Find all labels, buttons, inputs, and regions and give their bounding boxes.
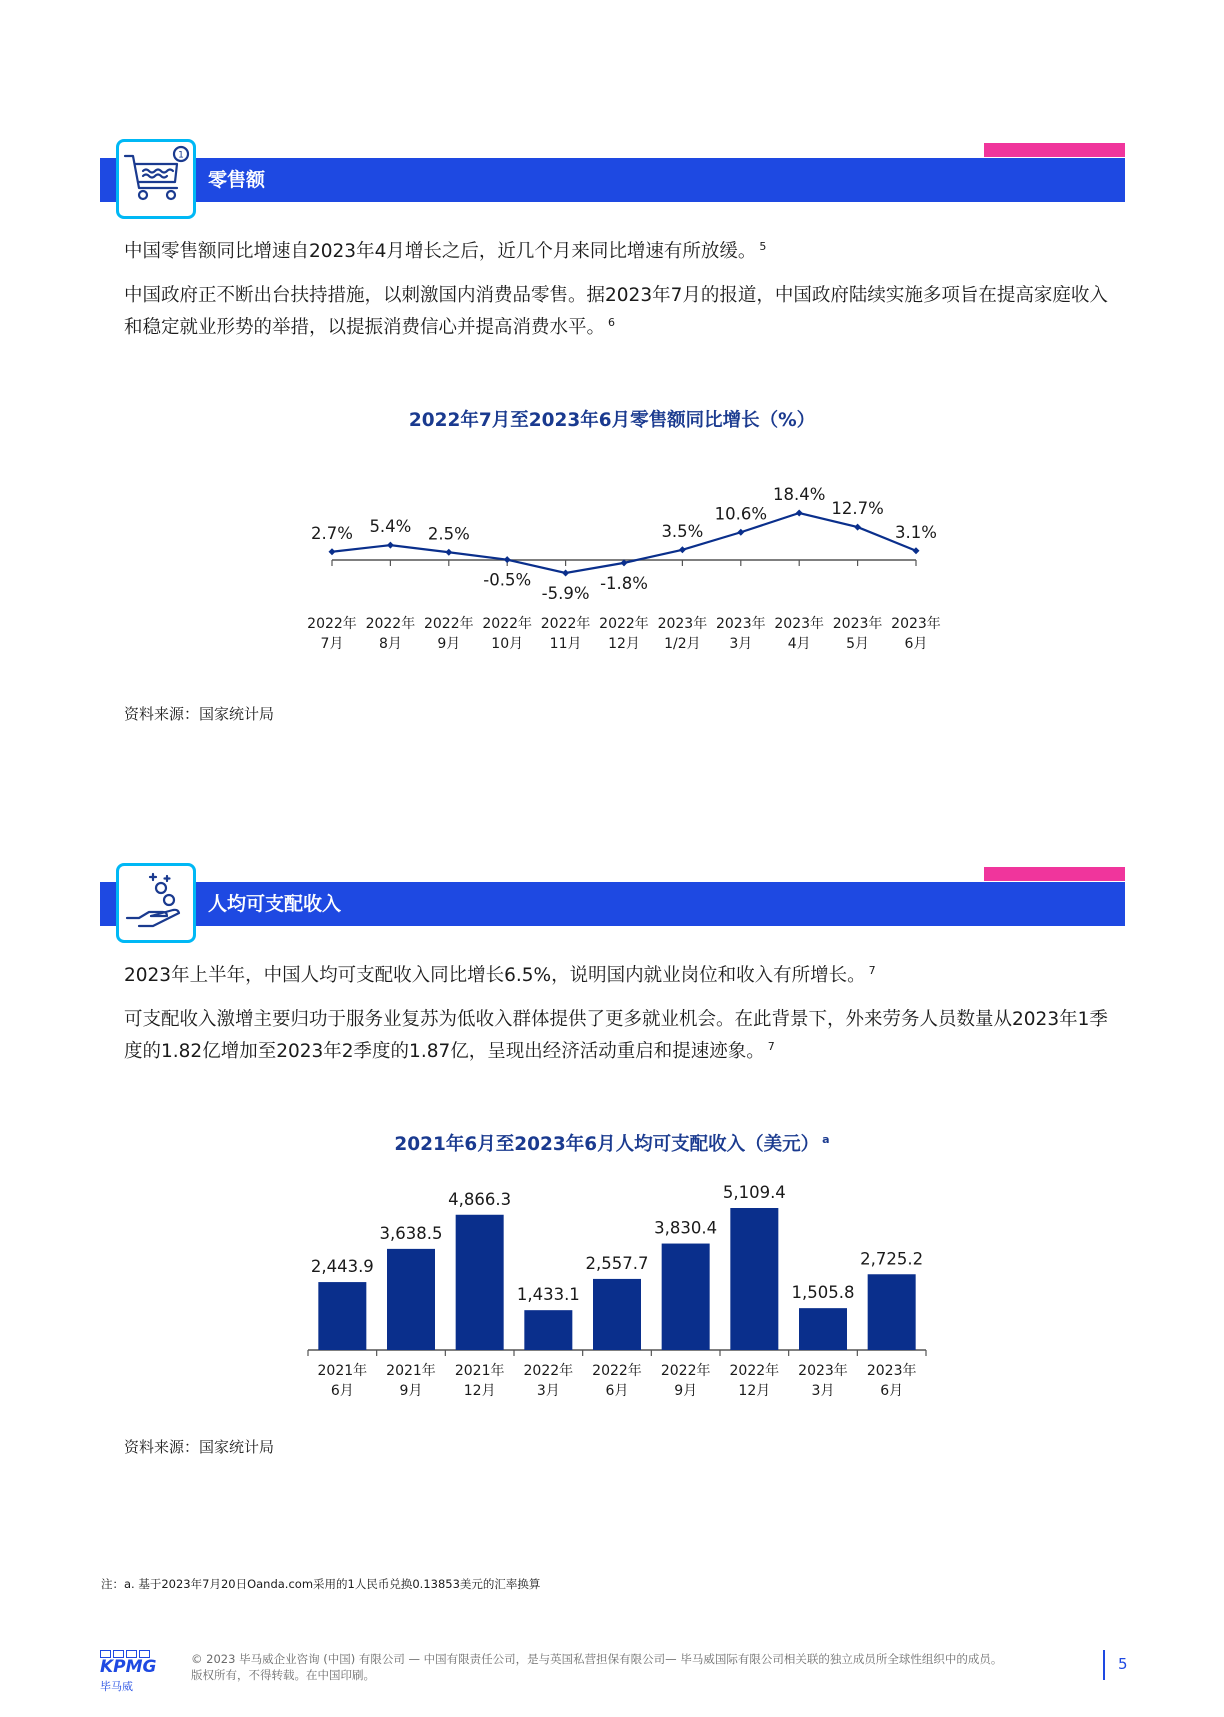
category-label-year: 2022年 (523, 1363, 574, 1379)
section2-paragraph-2: 可支配收入激增主要归功于服务业复苏为低收入群体提供了更多就业机会。在此背景下，外来劳务人员数量从2023年1季度的1.82亿增加至2023年2季度的1.87亿，呈现出经济活动重启和提速迹象。 $^7$ (124, 1009, 1108, 1062)
data-point (562, 570, 569, 577)
category-label-year: 2023年 (798, 1363, 848, 1379)
category-label-year: 2022年 (365, 616, 416, 632)
footnote: 注：a. 基于2023年7月20日Oanda.com采用的1人民币兑换0.13853美元的汇率换算 (101, 1577, 541, 1591)
section1-accent-bar (984, 143, 1125, 157)
svg-text:1: 1 (178, 150, 184, 161)
data-label: 2.5% (427, 524, 470, 544)
footer-line-2: 版权所有，不得转载。在中国印刷。 (191, 1668, 375, 1682)
category-label-month: 9月 (437, 636, 461, 652)
category-label-year: 2023年 (657, 616, 708, 632)
category-label-year: 2023年 (832, 616, 883, 632)
category-label-year: 2023年 (866, 1363, 917, 1379)
section2-title: 人均可支配收入 (208, 893, 342, 915)
disposable-income-bar-chart (0, 1170, 1224, 1410)
category-label-month: 6月 (605, 1383, 629, 1399)
shopping-cart-icon (119, 142, 193, 216)
kpmg-logo-text: KPMG (100, 1657, 157, 1677)
data-label: 2,725.2 (860, 1249, 924, 1269)
category-label-month: 7月 (320, 636, 344, 652)
data-label: 18.4% (772, 485, 826, 504)
data-point (504, 556, 511, 563)
section1-source: 资料来源：国家统计局 (124, 705, 275, 723)
bar (799, 1308, 847, 1350)
category-label-year: 2022年 (660, 1363, 711, 1379)
data-label: 3,638.5 (379, 1223, 443, 1243)
category-label-month: 3月 (811, 1383, 835, 1399)
section2-header (100, 882, 1125, 926)
bar (730, 1208, 778, 1350)
data-label: 1,505.8 (791, 1283, 855, 1303)
category-label-month: 3月 (536, 1383, 560, 1399)
section1-paragraph-2: 中国政府正不断出台扶持措施，以刺激国内消费品零售。据2023年7月的报道，中国政府陆续实施多项旨在提高家庭收入和稳定就业形势的举措，以提振消费信心并提高消费水平。 $^6$ (124, 285, 1108, 338)
category-label-month: 10月 (491, 636, 524, 652)
bar (662, 1244, 710, 1350)
section2-accent-bar (984, 867, 1125, 881)
data-point (854, 524, 861, 531)
category-label-year: 2023年 (774, 616, 825, 632)
data-label: 10.6% (714, 504, 768, 524)
category-label-year: 2023年 (891, 616, 941, 632)
data-label: 2,443.9 (310, 1257, 374, 1277)
bar (593, 1279, 641, 1350)
kpmg-logo (100, 1650, 157, 1694)
category-label-month: 9月 (674, 1383, 698, 1399)
page-number: 5 (1118, 1655, 1128, 1673)
section2-icon-box (116, 863, 196, 943)
category-label-year: 2022年 (592, 1363, 642, 1379)
retail-sales-line-chart (0, 460, 1224, 670)
category-label-year: 2022年 (307, 616, 357, 632)
data-point (913, 547, 920, 554)
category-label-year: 2022年 (423, 616, 474, 632)
section1-title: 零售额 (208, 169, 266, 191)
chart1-title: 2022年7月至2023年6月零售额同比增长（%） (408, 410, 816, 431)
data-label: -0.5% (483, 570, 532, 590)
category-label-year: 2022年 (540, 616, 591, 632)
chart2-title: 2021年6月至2023年6月人均可支配收入（美元） $^a$ (394, 1132, 830, 1155)
category-label-month: 12月 (463, 1383, 496, 1399)
category-label-year: 2021年 (317, 1363, 368, 1379)
category-label-year: 2022年 (482, 616, 533, 632)
footer-copyright (191, 1651, 1002, 1683)
category-label-month: 3月 (729, 636, 753, 652)
data-label: 3,830.4 (654, 1218, 718, 1238)
bar (318, 1282, 366, 1350)
section1-icon-box (116, 139, 196, 219)
bar (456, 1215, 504, 1350)
bar (387, 1249, 435, 1350)
data-point (329, 548, 336, 555)
data-label: -1.8% (600, 573, 648, 593)
data-label: 4,866.3 (448, 1189, 512, 1209)
data-label: 2,557.7 (585, 1253, 649, 1273)
data-point (679, 546, 686, 553)
data-label: 1,433.1 (516, 1285, 580, 1305)
bar (868, 1274, 916, 1350)
bar (524, 1310, 572, 1350)
hand-coins-icon (119, 866, 193, 940)
category-label-month: 1/2月 (664, 636, 701, 652)
data-label: 2.7% (311, 523, 353, 543)
section1-paragraph-1: 中国零售额同比增速自2023年4月增长之后，近几个月来同比增速有所放缓。 $^5$ (124, 239, 767, 262)
category-label-year: 2022年 (729, 1363, 780, 1379)
category-label-year: 2021年 (454, 1363, 505, 1379)
category-label-month: 12月 (608, 636, 640, 652)
section1-header (100, 158, 1125, 202)
data-point (387, 542, 394, 549)
footer-separator (1103, 1650, 1105, 1680)
data-label: 5,109.4 (722, 1183, 786, 1202)
data-point (445, 549, 452, 556)
category-label-year: 2021年 (386, 1363, 436, 1379)
category-label-month: 4月 (787, 636, 811, 652)
category-label-month: 9月 (399, 1383, 423, 1399)
category-label-month: 6月 (904, 636, 928, 652)
data-label: 12.7% (831, 499, 884, 519)
section2-paragraph-1: 2023年上半年，中国人均可支配收入同比增长6.5%，说明国内就业岗位和收入有所增长。 $^7$ (124, 963, 876, 986)
data-label: -5.9% (541, 584, 590, 603)
category-label-month: 8月 (378, 636, 402, 652)
category-label-month: 5月 (846, 636, 870, 652)
section2-source: 资料来源：国家统计局 (124, 1438, 275, 1456)
data-point (737, 529, 744, 536)
data-label: 3.1% (895, 522, 937, 542)
category-label-month: 6月 (330, 1383, 354, 1399)
data-label: 5.4% (369, 517, 412, 537)
data-label: 3.5% (661, 521, 704, 541)
category-label-year: 2023年 (715, 616, 766, 632)
category-label-year: 2022年 (599, 616, 649, 632)
category-label-month: 12月 (738, 1383, 771, 1399)
category-label-month: 11月 (549, 636, 582, 652)
kpmg-logo-cn: 毕马威 (100, 1680, 133, 1693)
data-point (796, 510, 803, 517)
footer-line-1: © 2023 毕马威企业咨询 (中国) 有限公司 — 中国有限责任公司，是与英国私营担保有限公司— 毕马威国际有限公司相关联的独立成员所全球性组织中的成员。 (191, 1652, 1003, 1666)
category-label-month: 6月 (880, 1383, 904, 1399)
